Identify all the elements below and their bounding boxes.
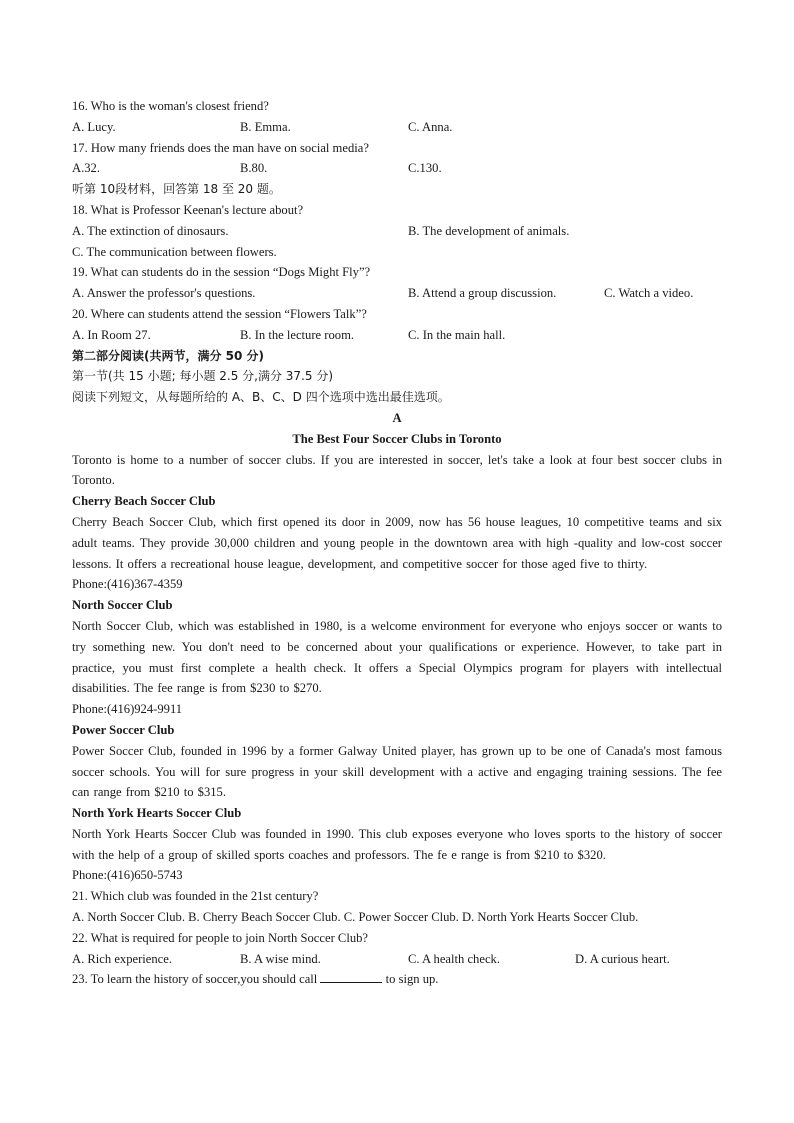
option-c: C. A health check. (408, 951, 500, 966)
question-18-stem: 18. What is Professor Keenan's lecture about? (72, 202, 304, 217)
passage-letter: A (392, 410, 402, 425)
question-23 (72, 969, 722, 990)
question-22-options (72, 949, 722, 970)
club-description: North York Hearts Soccer Club was founded in 1990. This club exposes everyone who loves sports to the history of soccer with the help of a group of skilled sports coaches and professors. The fe e range is from $210 to $320. (72, 826, 722, 862)
question-21-stem: 21. Which club was founded in the 21st century? (72, 889, 319, 904)
question-22-stem: 22. What is required for people to join North Soccer Club? (72, 930, 368, 945)
club-description: Power Soccer Club, founded in 1996 by a former Galway United player, has grown up to be one of Canada's most famous soccer schools. You will for sure progress in your skill development with a active and engaging training sessions. The fee can range from $210 to $315. (72, 743, 722, 800)
question-18-option-c: C. The communication between flowers. (72, 244, 277, 259)
question-17-stem: 17. How many friends does the man have on social media? (72, 140, 369, 155)
question-16-options (72, 117, 722, 138)
option-d: D. A curious heart. (575, 951, 670, 966)
option-b: B. Attend a group discussion. (408, 286, 557, 301)
answer-blank[interactable] (320, 970, 382, 983)
club-phone: Phone:(416)367-4359 (72, 577, 183, 592)
question-20-stem: 20. Where can students attend the session “Flowers Talk”? (72, 306, 367, 321)
option-b: B. In the lecture room. (240, 327, 355, 342)
option-a: A. Answer the professor's questions. (72, 286, 256, 301)
question-21-options: A. North Soccer Club. B. Cherry Beach Soccer Club. C. Power Soccer Club. D. North York Hearts Soccer Club. (72, 910, 639, 925)
section-10-instruction: 听第 10段材料，回答第 18 至 20 题。 (72, 182, 281, 197)
club-name: Cherry Beach Soccer Club (72, 494, 216, 509)
club-phone: Phone:(416)650-5743 (72, 868, 183, 883)
option-c: C. In the main hall. (408, 327, 506, 342)
option-a: A. Lucy. (72, 119, 116, 134)
option-a: A.32. (72, 161, 100, 176)
question-23-stem: 23. To learn the history of soccer,you should call (72, 972, 318, 987)
club-description: Cherry Beach Soccer Club, which first opened its door in 2009, now has 56 house leagues, 10 competitive teams and six adult teams. They provide 30,000 children and young people in the downtown area with high -quality and low-cost soccer lessons. It offers a recreational house league, development, and competitive soccer for those aged five to thirty. (72, 514, 722, 571)
option-b: B.80. (240, 161, 268, 176)
question-18-options (72, 221, 722, 242)
section-1-heading: 第一节(共 15 小题; 每小题 2.5 分,满分 37.5 分) (72, 369, 333, 384)
question-16-stem: 16. Who is the woman's closest friend? (72, 99, 269, 113)
option-b: B. A wise mind. (240, 951, 321, 966)
option-c: C.130. (408, 161, 442, 176)
club-name: Power Soccer Club (72, 722, 175, 737)
question-17-options (72, 158, 722, 179)
option-b: B. The development of animals. (408, 223, 570, 238)
question-19-options (72, 283, 722, 304)
option-a: A. In Room 27. (72, 327, 151, 342)
club-name: North Soccer Club (72, 598, 173, 613)
option-c: C. Watch a video. (604, 286, 694, 301)
club-name: North York Hearts Soccer Club (72, 806, 242, 821)
part-2-title: 第二部分阅读(共两节，满分 50 分) (72, 348, 265, 363)
passage-title: The Best Four Soccer Clubs in Toronto (292, 431, 502, 446)
option-b: B. Emma. (240, 119, 291, 134)
option-c: C. Anna. (408, 119, 453, 134)
question-23-tail: to sign up. (385, 972, 439, 987)
question-19-stem: 19. What can students do in the session “Dogs Might Fly”? (72, 265, 371, 280)
option-a: A. Rich experience. (72, 951, 173, 966)
passage-intro: Toronto is home to a number of soccer clubs. If you are interested in soccer, let's take a look at four best soccer clubs in Toronto. (72, 452, 722, 488)
club-description: North Soccer Club, which was established in 1980, is a welcome environment for everyone who enjoys soccer or wants to try something new. You don't need to be concerned about your qualifications or experience. However, to take part in practice, you must first complete a health check. It offers a Special Olympics program for players with intellectual disabilities. The fee range is from $230 to $270. (72, 618, 722, 696)
club-phone: Phone:(416)924-9911 (72, 702, 183, 717)
question-20-options (72, 325, 722, 346)
reading-instruction: 阅读下列短文，从每题所给的 A、B、C、D 四个选项中选出最佳选项。 (72, 390, 450, 405)
option-a: A. The extinction of dinosaurs. (72, 223, 229, 238)
exam-page (72, 96, 722, 990)
